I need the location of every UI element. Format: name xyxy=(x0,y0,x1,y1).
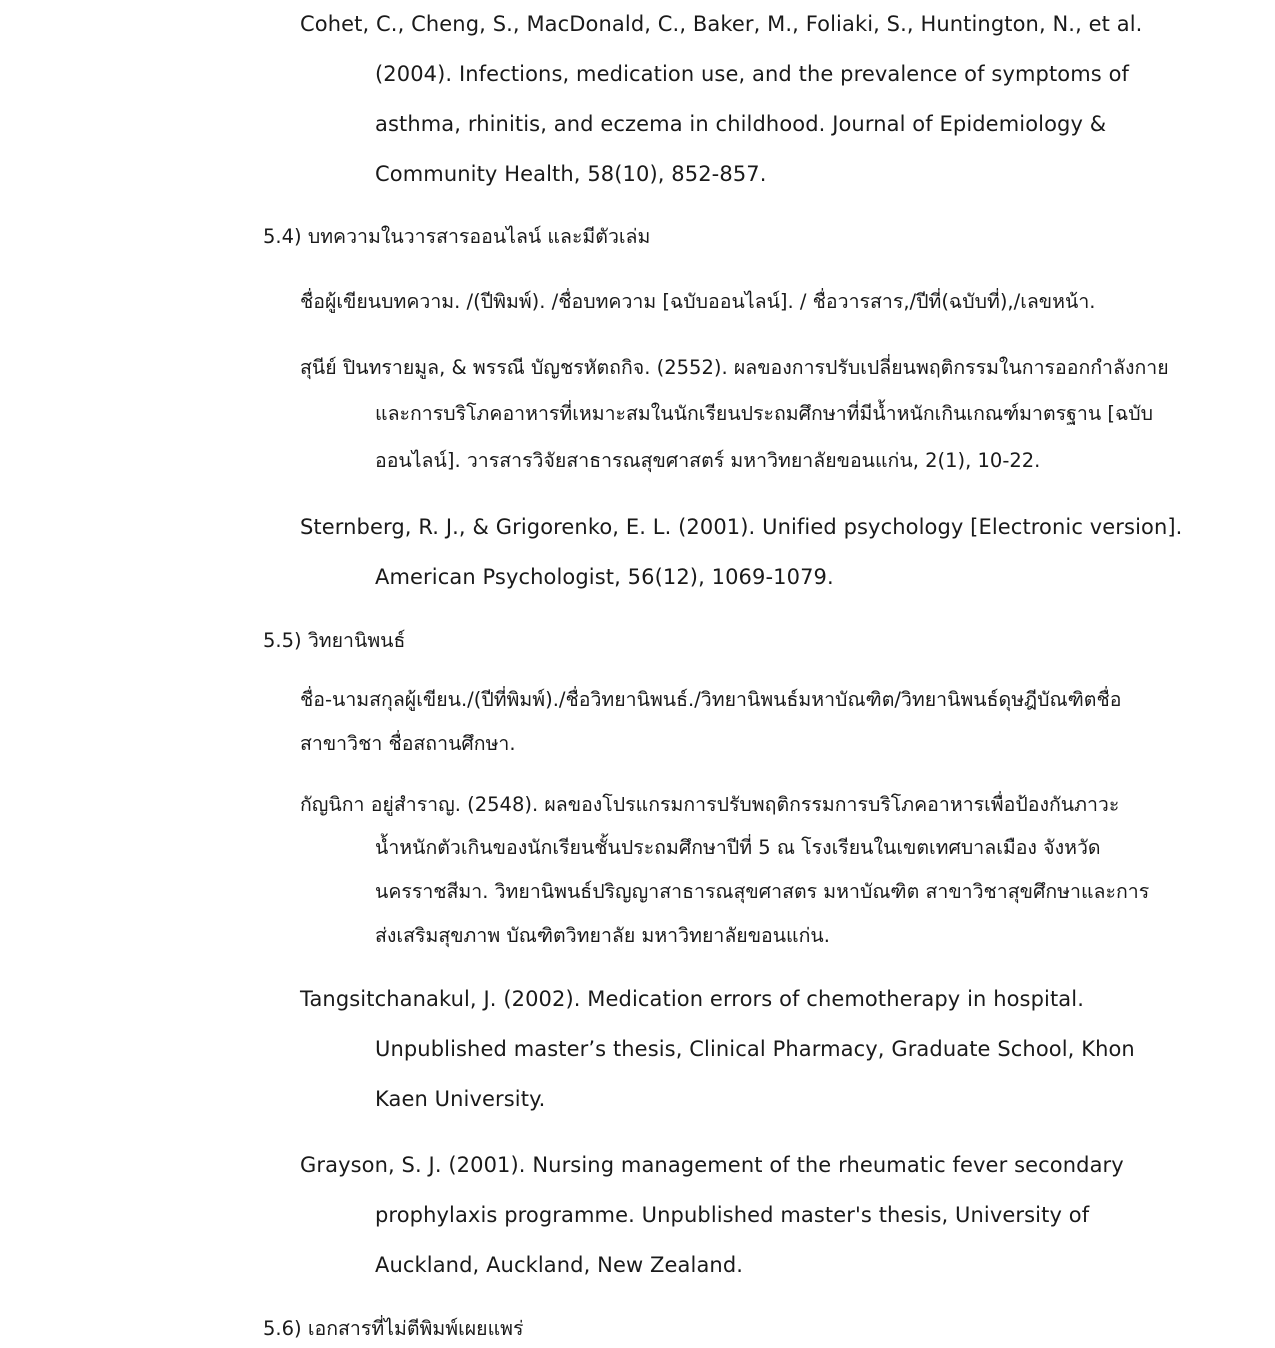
reference-line: Kaen University. xyxy=(375,1087,546,1111)
reference-line: Tangsitchanakul, J. (2002). Medication errors of chemotherapy in hospital. xyxy=(300,987,1084,1011)
reference-line: American Psychologist, 56(12), 1069-1079. xyxy=(375,565,834,589)
section-heading-5-4: 5.4) บทความในวารสารออนไลน์ และมีตัวเล่ม xyxy=(263,225,651,248)
reference-line: Auckland, Auckland, New Zealand. xyxy=(375,1253,744,1277)
format-template-5-4: ชื่อผู้เขียนบทความ. /(ปีพิมพ์). /ชื่อบทความ [ฉบับออนไลน์]. / ชื่อวารสาร,/ปีที่(ฉบับที่),/เลขหน้า. xyxy=(300,290,1096,313)
reference-line: (2004). Infections, medication use, and the prevalence of symptoms of xyxy=(375,62,1130,86)
reference-line: นครราชสีมา. วิทยานิพนธ์ปริญญาสาธารณสุขศาสตร มหาบัณฑิต สาขาวิชาสุขศึกษาและการ xyxy=(375,880,1150,903)
reference-line: ส่งเสริมสุขภาพ บัณฑิตวิทยาลัย มหาวิทยาลัยขอนแก่น. xyxy=(375,924,830,947)
reference-line: ออนไลน์]. วารสารวิจัยสาธารณสุขศาสตร์ มหาวิทยาลัยขอนแก่น, 2(1), 10-22. xyxy=(375,449,1041,472)
reference-line: Cohet, C., Cheng, S., MacDonald, C., Baker, M., Foliaki, S., Huntington, N., et al. xyxy=(300,12,1143,36)
reference-line: สุนีย์ ปินทรายมูล, & พรรณี บัญชรหัตถกิจ. (2552). ผลของการปรับเปลี่ยนพฤติกรรมในการออกกำลังกาย xyxy=(300,356,1169,379)
format-line: ชื่อ-นามสกุลผู้เขียน./(ปีที่พิมพ์)./ชื่อวิทยานิพนธ์./วิทยานิพนธ์มหาบัณฑิต/วิทยานิพนธ์ดุษฎีบัณฑิตชื่อ xyxy=(300,688,1122,711)
section-heading-5-5: 5.5) วิทยานิพนธ์ xyxy=(263,629,406,652)
reference-line: prophylaxis programme. Unpublished master's thesis, University of xyxy=(375,1203,1090,1227)
reference-line: และการบริโภคอาหารที่เหมาะสมในนักเรียนประถมศึกษาที่มีน้ำหนักเกินเกณฑ์มาตรฐาน [ฉบับ xyxy=(375,402,1154,425)
reference-line: Unpublished master’s thesis, Clinical Pharmacy, Graduate School, Khon xyxy=(375,1037,1135,1061)
reference-line: Community Health, 58(10), 852-857. xyxy=(375,162,767,186)
format-line: สาขาวิชา ชื่อสถานศึกษา. xyxy=(300,732,516,755)
reference-line: Grayson, S. J. (2001). Nursing management of the rheumatic fever secondary xyxy=(300,1153,1124,1177)
reference-line: กัญนิกา อยู่สำราญ. (2548). ผลของโปรแกรมการปรับพฤติกรรมการบริโภคอาหารเพื่อป้องกันภาวะ xyxy=(300,793,1120,816)
reference-line: Sternberg, R. J., & Grigorenko, E. L. (2001). Unified psychology [Electronic version]. xyxy=(300,515,1183,539)
section-heading-5-6: 5.6) เอกสารที่ไม่ตีพิมพ์เผยแพร่ xyxy=(263,1317,524,1340)
reference-line: asthma, rhinitis, and eczema in childhood. Journal of Epidemiology & xyxy=(375,112,1107,136)
reference-line: น้ำหนักตัวเกินของนักเรียนชั้นประถมศึกษาปีที่ 5 ณ โรงเรียนในเขตเทศบาลเมือง จังหวัด xyxy=(375,836,1101,859)
